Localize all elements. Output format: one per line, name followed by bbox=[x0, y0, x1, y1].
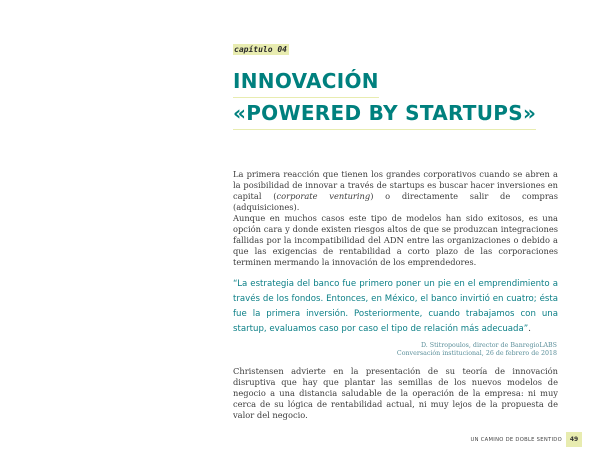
pull-quote bbox=[233, 277, 558, 337]
chapter-label: capítulo 04 bbox=[234, 45, 287, 54]
page-number: 49 bbox=[566, 432, 582, 447]
title-line-2: «POWERED BY STARTUPS» bbox=[233, 98, 536, 130]
attribution-author: D. Stitropoulos, director de BanregioLABS bbox=[420, 342, 557, 349]
quote-attribution bbox=[397, 342, 557, 358]
footer-book-title: UN CAMINO DE DOBLE SENTIDO bbox=[470, 437, 562, 443]
page-title bbox=[233, 66, 573, 130]
paragraph-christensen: Christensen advierte en la presentación de su teoría de innovación disruptiva que hay que plantar las semillas de los nuevos modelos de negocio a una distancia saludable de la operación de la empresa: ni muy cerca de su lógica de rentabilidad actual, ni muy lejos de la propuesta de valor del negocio. bbox=[233, 366, 558, 420]
paragraph-intro-text-b: ) o directamente salir de compras (adquisiciones). bbox=[233, 191, 558, 212]
paragraph-risks: Aunque en muchos casos este tipo de modelos han sido exitosos, es una opción cara y donde existen riesgos altos de que se produzcan integraciones fallidas por la incompatibilidad del ADN entre las organizaciones o debido a que las exigencias de rentabilidad a corto plazo de las corporaciones terminen mermando la innovación de los emprendedores. bbox=[233, 213, 558, 267]
title-line-1: INNOVACIÓN bbox=[233, 66, 379, 98]
paragraph-intro bbox=[233, 169, 558, 213]
attribution-source: Conversación institucional, 26 de febrero de 2018 bbox=[396, 350, 557, 357]
paragraph-intro-text-a: La primera reacción que tienen los grandes corporativos cuando se abren a la posibilidad de innovar a través de startups es buscar hacer inversiones en capital ( bbox=[233, 169, 558, 201]
pull-quote-text: “La estrategia del banco fue primero poner un pie en el emprendimiento a través de los fondos. Entonces, en México, el banco invirtió en cuatro; ésta fue la primera inversión. Posteriormente, cuando trabajamos con una startup, evaluamos caso por caso el tipo de relación más adecuada” bbox=[233, 279, 558, 334]
pull-quote-end: . bbox=[528, 324, 531, 334]
paragraph-intro-emphasis: corporate venturing bbox=[276, 191, 371, 201]
